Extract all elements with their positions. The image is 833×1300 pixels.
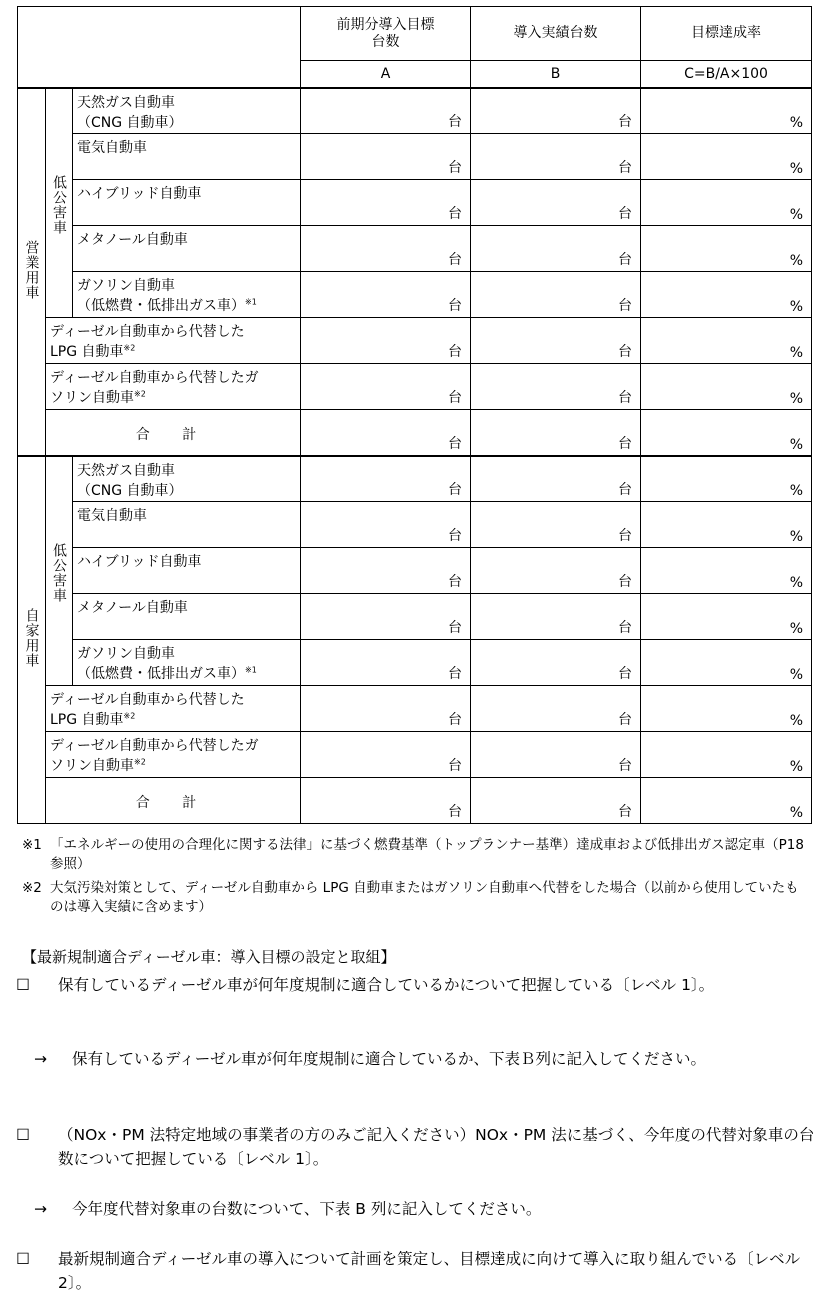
actual-count-cell[interactable]: 台 (471, 640, 641, 686)
achievement-rate-cell[interactable]: % (641, 640, 812, 686)
vehicle-type-line1: ガソリン自動車 (77, 278, 175, 294)
table-row (18, 134, 812, 180)
actual-count-cell[interactable]: 台 (471, 180, 641, 226)
actual-count-cell[interactable]: 台 (471, 318, 641, 364)
table-row (18, 686, 812, 732)
actual-count-cell[interactable]: 台 (471, 594, 641, 640)
subgroup-label: 低公害車 (51, 542, 67, 603)
subgroup-label-cell (46, 456, 73, 686)
vehicle-type-label (73, 548, 301, 594)
vehicle-type-line2 (77, 481, 300, 501)
checklist-text: 保有しているディーゼル車が何年度規制に適合しているかについて把握している〔レベル 1〕。 (58, 976, 715, 994)
achievement-rate-cell[interactable]: % (641, 88, 812, 134)
subgroup-label-cell (46, 88, 73, 318)
instruction-item (34, 1197, 814, 1221)
achievement-rate-cell[interactable]: % (641, 134, 812, 180)
vehicle-type-line2 (77, 664, 300, 684)
vehicle-type-line2 (50, 342, 300, 362)
achievement-rate-cell[interactable]: % (641, 226, 812, 272)
achievement-rate-cell[interactable]: % (641, 502, 812, 548)
vehicle-type-label (73, 594, 301, 640)
vehicle-type-line1: ディーゼル自動車から代替した (50, 324, 245, 340)
actual-count-cell[interactable]: 台 (471, 502, 641, 548)
table-row (18, 364, 812, 410)
target-count-cell[interactable]: 台 (301, 502, 471, 548)
footnote-1 (22, 836, 812, 874)
subgroup-label: 低公害車 (51, 174, 67, 235)
table-row (18, 548, 812, 594)
table-row (18, 88, 812, 134)
target-count-cell[interactable]: 台 (301, 594, 471, 640)
vehicle-type-label (73, 640, 301, 686)
achievement-rate-cell[interactable]: % (641, 318, 812, 364)
actual-count-cell[interactable]: 台 (471, 272, 641, 318)
vehicle-type-line2 (77, 296, 300, 316)
checklist-text: （NOx・PM 法特定地域の事業者の方のみご記入ください）NOx・PM 法に基づく、今年度の代替対象車の台数について把握している〔レベル 1〕。 (58, 1126, 815, 1168)
vehicle-type-label (46, 364, 301, 410)
footnote-ref: ※2 (123, 343, 136, 353)
achievement-rate-cell[interactable]: % (641, 272, 812, 318)
instruction-item (34, 1047, 814, 1071)
checkbox-icon[interactable]: ☐ (16, 1250, 30, 1268)
table-row (18, 318, 812, 364)
actual-count-cell[interactable]: 台 (471, 364, 641, 410)
checkbox-icon[interactable]: ☐ (16, 1126, 30, 1144)
achievement-rate-cell[interactable]: % (641, 456, 812, 502)
achievement-rate-cell[interactable]: % (641, 594, 812, 640)
vehicle-type-label (73, 272, 301, 318)
actual-count-cell[interactable]: 台 (471, 134, 641, 180)
vehicle-type-line1: 天然ガス自動車 (77, 462, 175, 479)
target-count-cell[interactable]: 台 (301, 686, 471, 732)
achievement-rate-cell[interactable]: % (641, 686, 812, 732)
actual-count-cell[interactable]: 台 (471, 548, 641, 594)
col-c-title: 目標達成率 (641, 7, 812, 61)
actual-count-cell[interactable]: 台 (471, 410, 641, 456)
footnote-text: 大気汚染対策として、ディーゼル自動車から LPG 自動車またはガソリン自動車へ代替をした場合（以前から使用していたものは導入実績に含めます） (50, 880, 799, 915)
vehicle-type-label (73, 88, 301, 134)
vehicle-type-line2-text: （CNG 自動車） (77, 482, 183, 499)
total-row (18, 410, 812, 456)
vehicle-type-line1: ディーゼル自動車から代替した (50, 692, 245, 708)
vehicle-type-label (46, 318, 301, 364)
vehicle-type-line2-text: （低燃費・低排出ガス車） (77, 666, 245, 682)
footnote-2 (22, 879, 812, 917)
vehicle-type-line2-text: LPG 自動車 (50, 344, 124, 360)
instruction-text: 今年度代替対象車の台数について、下表 B 列に記入してください。 (72, 1200, 542, 1218)
vehicle-type-line1: ガソリン自動車 (77, 646, 175, 662)
footnote-ref: ※2 (134, 389, 146, 399)
actual-count-cell[interactable]: 台 (471, 226, 641, 272)
group-label-cell (18, 456, 46, 824)
target-count-cell[interactable]: 台 (301, 640, 471, 686)
vehicle-type-label (73, 134, 301, 180)
vehicle-type-line1: 天然ガス自動車 (77, 94, 175, 111)
achievement-rate-cell[interactable]: % (641, 410, 812, 456)
vehicle-type-line1: メタノール自動車 (77, 232, 188, 248)
footnote-ref: ※1 (245, 297, 257, 307)
col-c-sub: C=B/A×100 (641, 61, 812, 88)
vehicle-type-label (46, 732, 301, 778)
vehicle-type-label (46, 686, 301, 732)
vehicle-type-line1: メタノール自動車 (77, 600, 188, 616)
vehicle-type-line2-text: LPG 自動車 (50, 712, 124, 728)
vehicle-type-line2-text: （低燃費・低排出ガス車） (77, 298, 245, 314)
achievement-rate-cell[interactable]: % (641, 778, 812, 824)
target-count-cell[interactable]: 台 (301, 364, 471, 410)
vehicle-type-label (73, 226, 301, 272)
actual-count-cell[interactable]: 台 (471, 456, 641, 502)
vehicle-type-line1: ディーゼル自動車から代替したガ (50, 738, 259, 754)
footnote-ref: ※1 (245, 665, 257, 675)
achievement-rate-cell[interactable]: % (641, 180, 812, 226)
target-count-cell[interactable]: 台 (301, 778, 471, 824)
checklist-item[interactable] (16, 1123, 816, 1171)
vehicle-type-line2-text: ソリン自動車 (50, 390, 134, 406)
vehicle-target-table (17, 6, 812, 824)
table-row (18, 502, 812, 548)
col-a-sub: A (301, 61, 471, 88)
footnote-ref: ※2 (123, 711, 136, 721)
footnote-mark: ※1 (22, 837, 42, 853)
vehicle-type-line2-text: ソリン自動車 (50, 758, 134, 774)
target-count-cell[interactable]: 台 (301, 732, 471, 778)
table-row (18, 594, 812, 640)
target-count-cell[interactable]: 台 (301, 134, 471, 180)
vehicle-type-line2-text: （CNG 自動車） (77, 114, 183, 131)
total-label: 合 計 (46, 410, 301, 456)
vehicle-type-label (73, 180, 301, 226)
vehicle-type-line2 (50, 756, 300, 776)
actual-count-cell[interactable]: 台 (471, 732, 641, 778)
footnote-text: 「エネルギーの使用の合理化に関する法律」に基づく燃費基準（トップランナー基準）達成車および低排出ガス認定車（P18 参照） (50, 837, 804, 872)
group-label-cell (18, 88, 46, 456)
arrow-icon: → (34, 1200, 47, 1218)
target-count-cell[interactable]: 台 (301, 456, 471, 502)
vehicle-type-line2 (50, 388, 300, 408)
actual-count-cell[interactable]: 台 (471, 686, 641, 732)
vehicle-type-line1: ディーゼル自動車から代替したガ (50, 370, 259, 386)
achievement-rate-cell[interactable]: % (641, 364, 812, 410)
vehicle-type-line1: 電気自動車 (77, 508, 147, 524)
target-count-cell[interactable]: 台 (301, 226, 471, 272)
col-a-title: 前期分導入目標 台数 (301, 7, 471, 61)
actual-count-cell[interactable]: 台 (471, 88, 641, 134)
vehicle-type-label (73, 456, 301, 502)
total-row (18, 778, 812, 824)
instruction-text: 保有しているディーゼル車が何年度規制に適合しているか、下表Ｂ列に記入してください。 (72, 1050, 706, 1068)
checklist-item[interactable] (16, 973, 816, 997)
target-count-cell[interactable]: 台 (301, 318, 471, 364)
table-row (18, 272, 812, 318)
target-count-cell[interactable]: 台 (301, 548, 471, 594)
vehicle-type-line1: 電気自動車 (77, 140, 147, 156)
total-label: 合 計 (46, 778, 301, 824)
target-count-cell[interactable]: 台 (301, 88, 471, 134)
footnote-ref: ※2 (134, 757, 146, 767)
vehicle-type-line2 (77, 113, 300, 133)
vehicle-type-label (73, 502, 301, 548)
vehicle-type-line1: ハイブリッド自動車 (77, 186, 202, 202)
col-b-title: 導入実績台数 (471, 7, 641, 61)
vehicle-type-line2 (50, 710, 300, 730)
col-b-sub: B (471, 61, 641, 88)
achievement-rate-cell[interactable]: % (641, 732, 812, 778)
table-row (18, 640, 812, 686)
footnote-mark: ※2 (22, 880, 42, 896)
target-count-cell[interactable]: 台 (301, 410, 471, 456)
table-row (18, 456, 812, 502)
target-count-cell[interactable]: 台 (301, 180, 471, 226)
achievement-rate-cell[interactable]: % (641, 548, 812, 594)
header-blank-cell (18, 7, 301, 88)
arrow-icon: → (34, 1050, 47, 1068)
checkbox-icon[interactable]: ☐ (16, 976, 30, 994)
checklist-item[interactable] (16, 1247, 816, 1295)
table-row (18, 732, 812, 778)
actual-count-cell[interactable]: 台 (471, 778, 641, 824)
group-label: 自家用車 (23, 607, 40, 668)
group-label: 営業用車 (23, 239, 40, 300)
table-row (18, 226, 812, 272)
section-title: 【最新規制適合ディーゼル車：導入目標の設定と取組】 (22, 948, 396, 966)
checklist-text: 最新規制適合ディーゼル車の導入について計画を策定し、目標達成に向けて導入に取り組んでいる〔レベル 2〕。 (58, 1250, 801, 1292)
vehicle-type-line1: ハイブリッド自動車 (77, 554, 202, 570)
table-row (18, 180, 812, 226)
target-count-cell[interactable]: 台 (301, 272, 471, 318)
